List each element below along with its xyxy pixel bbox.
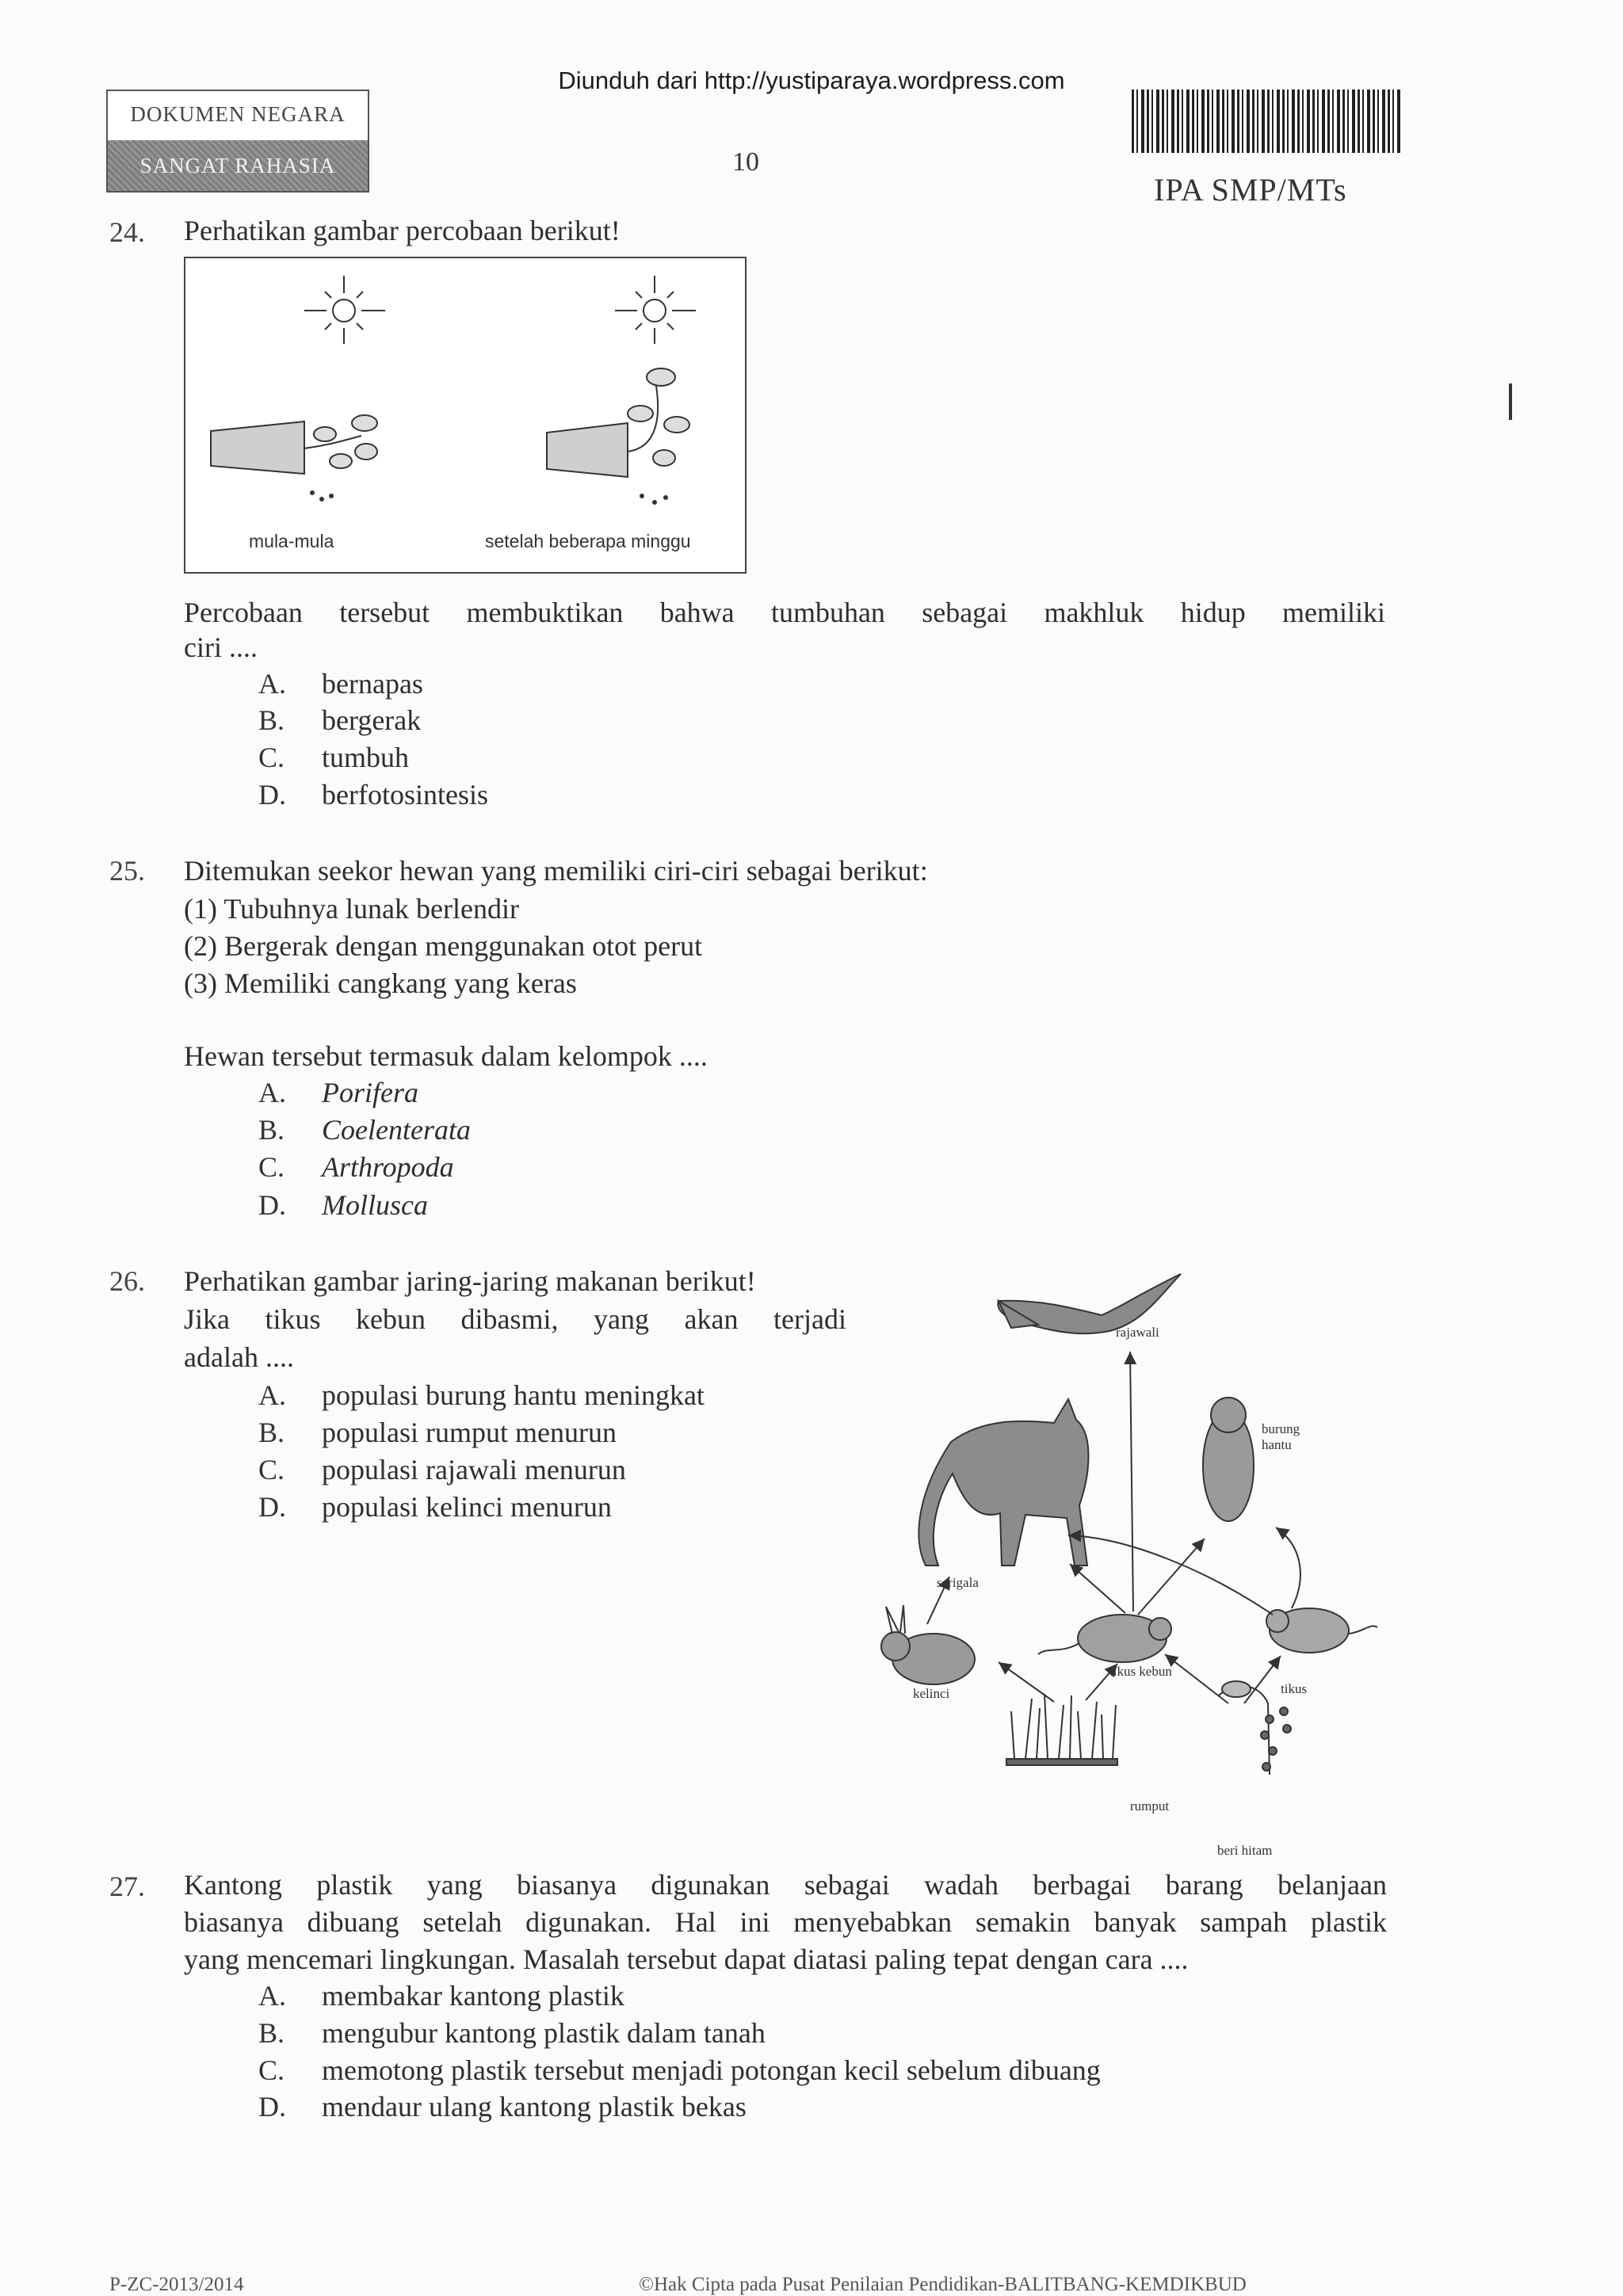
- question-number: 24.: [109, 216, 145, 248]
- doc-label-top: DOKUMEN NEGARA: [130, 102, 346, 126]
- option-letter: D.: [258, 779, 286, 810]
- option-text: mengubur kantong plastik dalam tanah: [322, 2017, 766, 2049]
- grass-icon: [1006, 1694, 1117, 1765]
- option-letter: D.: [258, 1491, 286, 1523]
- label-wolf: serigala: [937, 1575, 979, 1590]
- option-letter: D.: [258, 2091, 286, 2122]
- label-blackberry: beri hitam: [1217, 1843, 1273, 1858]
- potted-plant-initial: [211, 415, 377, 501]
- trait-item: (1) Tubuhnya lunak berlendir: [184, 893, 519, 925]
- option-text: populasi rajawali menurun: [322, 1454, 626, 1486]
- question-stem: Hewan tersebut termasuk dalam kelompok ....: [184, 1040, 708, 1072]
- option-text: populasi rumput menurun: [322, 1417, 617, 1448]
- trait-item: (2) Bergerak dengan menggunakan otot perut: [184, 930, 703, 962]
- question-number: 27.: [109, 1871, 145, 1902]
- label-rat: tikus: [1281, 1681, 1308, 1696]
- trait-item: (3) Memiliki cangkang yang keras: [184, 967, 577, 999]
- label-owl-line1: burung: [1262, 1421, 1300, 1436]
- owl-icon: [1203, 1398, 1254, 1521]
- option-letter: B.: [258, 2017, 285, 2049]
- option-text: berfotosintesis: [322, 779, 488, 810]
- option-letter: B.: [258, 704, 285, 736]
- question-stem: Percobaan tersebut membuktikan bahwa tumbuhan sebagai makhluk hidup memiliki: [184, 597, 1385, 628]
- question-prompt: Ditemukan seekor hewan yang memiliki ciri-ciri sebagai berikut:: [184, 855, 928, 887]
- field-mouse-icon: [1038, 1615, 1171, 1662]
- food-web-figure: [864, 1236, 1379, 1862]
- rat-icon: [1266, 1608, 1377, 1653]
- question-stem-continued: ciri ....: [184, 631, 258, 663]
- subject-title: IPA SMP/MTs: [1154, 172, 1347, 208]
- option-letter: A.: [258, 1980, 286, 2012]
- figure-caption-after: setelah beberapa minggu: [485, 531, 691, 551]
- label-grass: rumput: [1130, 1798, 1170, 1814]
- figure-caption-initial: mula-mula: [249, 531, 334, 551]
- scan-mark: [1509, 383, 1512, 420]
- option-letter: C.: [258, 742, 285, 773]
- potted-plant-after-weeks: [547, 368, 689, 504]
- option-letter: B.: [258, 1114, 285, 1146]
- question-number: 25.: [109, 855, 145, 887]
- option-letter: A.: [258, 1077, 286, 1108]
- option-letter: A.: [258, 1379, 286, 1411]
- question-number: 26.: [109, 1265, 145, 1297]
- plant-tropism-illustration: [185, 258, 745, 572]
- option-text: bernapas: [322, 668, 423, 700]
- doc-label-bottom: SANGAT RAHASIA: [108, 140, 368, 191]
- question-stem: Kantong plastik yang biasanya digunakan sebagai wadah berbagai barang belanjaan: [184, 1869, 1387, 1901]
- question-prompt-continued: adalah ....: [184, 1341, 294, 1373]
- footer-copyright: ©Hak Cipta pada Pusat Penilaian Pendidikan-BALITBANG-KEMDIKBUD: [639, 2274, 1247, 2295]
- option-letter: C.: [258, 1151, 285, 1183]
- question-prompt: Perhatikan gambar jaring-jaring makanan berikut!: [184, 1265, 756, 1297]
- sun-icon: [615, 276, 696, 344]
- question-stem-continued: biasanya dibuang setelah digunakan. Hal ini menyebabkan semakin banyak sampah plastik: [184, 1906, 1387, 1938]
- option-letter: A.: [258, 668, 286, 700]
- sun-icon: [304, 276, 385, 344]
- option-letter: C.: [258, 2054, 285, 2086]
- label-owl-line2: hantu: [1262, 1437, 1292, 1452]
- option-letter: B.: [258, 1417, 285, 1448]
- question-stem-continued: yang mencemari lingkungan. Masalah tersebut dapat diatasi paling tepat dengan cara ....: [184, 1943, 1189, 1975]
- label-eagle: rajawali: [1116, 1325, 1159, 1340]
- source-note: Diunduh dari http://yustiparaya.wordpress.com: [558, 67, 1065, 94]
- option-letter: C.: [258, 1454, 285, 1486]
- option-text: tumbuh: [322, 742, 410, 773]
- option-text: Mollusca: [322, 1189, 428, 1221]
- option-text: populasi burung hantu meningkat: [322, 1379, 705, 1411]
- option-letter: D.: [258, 1189, 286, 1221]
- question-prompt: Perhatikan gambar percobaan berikut!: [184, 215, 621, 246]
- page-number: 10: [732, 147, 759, 177]
- option-text: populasi kelinci menurun: [322, 1491, 612, 1523]
- document-classification-box: [106, 90, 369, 193]
- option-text: Arthropoda: [322, 1151, 454, 1183]
- option-text: memotong plastik tersebut menjadi potongan kecil sebelum dibuang: [322, 2054, 1101, 2086]
- option-text: membakar kantong plastik: [322, 1980, 624, 2012]
- rabbit-icon: [881, 1605, 975, 1684]
- option-text: bergerak: [322, 704, 422, 736]
- option-text: Coelenterata: [322, 1114, 471, 1146]
- option-text: mendaur ulang kantong plastik bekas: [322, 2091, 747, 2122]
- question-prompt-continued: Jika tikus kebun dibasmi, yang akan terjadi: [184, 1303, 846, 1335]
- label-rabbit: kelinci: [913, 1686, 950, 1701]
- barcode-image: [1132, 90, 1401, 153]
- wolf-icon: [918, 1399, 1088, 1566]
- label-field-mouse: tikus kebun: [1109, 1664, 1172, 1679]
- experiment-figure: [184, 257, 747, 574]
- footer-code: P-ZC-2013/2014: [109, 2274, 244, 2295]
- option-text: Porifera: [322, 1077, 418, 1108]
